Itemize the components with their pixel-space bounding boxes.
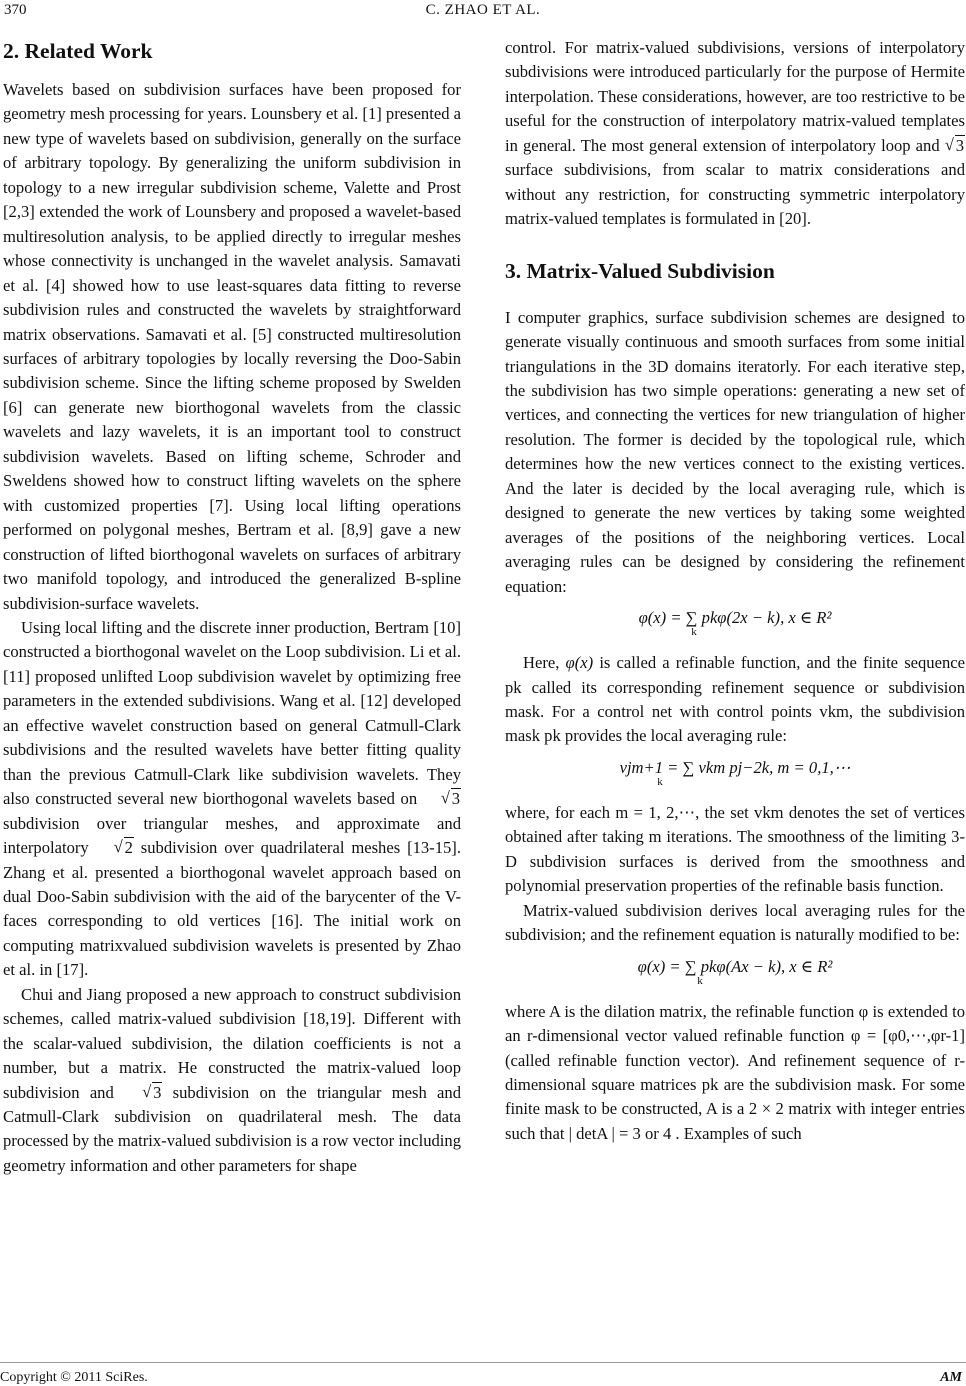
matrix-refinement-equation: φ(x) = ∑ pkφ(Ax − k), x ∈ R² k: [637, 956, 833, 987]
section-2-heading: 2. Related Work: [3, 39, 153, 63]
matrix-subdivision-paragraph-2: Here, φ(x) is called a refinable function, and the finite sequence pk called its corresponding refinement sequence or subdivision mask. For a control net with control points vkm, the subdivision mask pk provides the local averaging rule:: [505, 653, 966, 746]
sqrt3-symbol: √ 3: [124, 1081, 162, 1105]
matrix-subdivision-paragraph-3: where, for each m = 1, 2,⋯, the set vkm denotes the set of vertices obtained after taking m iterations. The smoothness of the limiting 3-D subdivision surfaces is derived from the smoothness and polynomial preservation properties of the refinable basis function.: [505, 802, 965, 896]
copyright-notice: Copyright © 2011 SciRes.: [0, 1370, 148, 1385]
related-work-paragraph-1: Wavelets based on subdivision surfaces have been proposed for geometry mesh processing for years. Lounsbery et al. [1] presented a new type of wavelets based on subdivision, generally on the surface of arbitrary topology. By generalizing the uniform subdivision in topology to a new irregular subdivision scheme, Valette and Prost [2,3] extended the work of Lounsbery and proposed a wavelet-based multiresolution analysis, to be applied directly to irregular meshes whose connectivity is unchanged in the wavelet analysis. Samavati et al. [4] showed how to use least-squares data fitting to reverse subdivision rules and constructed the wavelets by straightforward matrix observations. Samavati et al. [5] constructed multiresolution surfaces of arbitrary topologies by locally reversing the Doo-Sabin subdivision scheme. Since the lifting scheme proposed by Swelden [6] can generate new biorthogonal wavelets from the classic wavelets and lazy wavelets, it is an important tool to construct subdivision wavelets. Based on lifting scheme, Schroder and Sweldens showed how to construct lifting wavelets on the sphere with customized properties [7]. Using local lifting operations performed on polygonal meshes, Bertram et al. [8,9] gave a new construction of lifted biorthogonal wavelets on surfaces of arbitrary two manifold topology, and introduced the generalized B-spline subdivision-surface wavelets.: [3, 80, 462, 613]
continuation-paragraph: control. For matrix-valued subdivisions, versions of interpolatory subdivisions were introduced particularly for the purpose of Hermite interpolation. These considerations, however, are too restrictive to be useful for the construction of interpolatory matrix-valued templates in general. The most general extension of interpolatory loop and √ 3 surface subdivisions, from scalar to matrix considerations and without any restriction, for constructing symmetric interpolatory matrix-valued templates is formulated in [20].: [505, 36, 965, 232]
matrix-subdivision-paragraph-4: Matrix-valued subdivision derives local averaging rules for the subdivision; and the refinement equation is naturally modified to be:: [505, 900, 965, 945]
matrix-subdivision-paragraph-5: where A is the dilation matrix, the refinable function φ is extended to an r-dimensional vector valued refinable function φ = [φ0,⋯,φr-1] (called refinable function vector). And refinement sequence of r-dimensional square matrices pk are the subdivision mask. For some finite mask to be constructed, A is a 2 × 2 matrix with integer entries such that | detA | = 3 or 4 . Examples of such: [505, 1001, 965, 1143]
page-number: 370: [4, 2, 27, 18]
footer-rule: [0, 1362, 966, 1363]
right-column: [505, 36, 965, 1146]
related-work-paragraph-2: Using local lifting and the discrete inner production, Bertram [10] constructed a biorthogonal wavelet on the Loop subdivision. Li et al. [11] proposed unlifted Loop subdivision wavelet by optimizing free parameters in the extended subdivisions. Wang et al. [12] developed an effective wavelet construction based on general Catmull-Clark subdivisions and the resulted wavelets have better fitting quality than the previous Catmull-Clark like subdivision wavelets. They also constructed several new biorthogonal wavelets based on √ 3 subdivision over triangular meshes, and approximate and interpolatory √ 2 subdivision over quadrilateral meshes [13-15]. Zhang et al. presented a biorthogonal wavelet approach based on dual Doo-Sabin subdivision with the aid of the barycenter of the V-faces corresponding to old vertices [16]. The initial work on computing matrixvalued subdivision wavelets is presented by Zhao et al. in [17].: [3, 616, 461, 983]
section-3-heading: 3. Matrix-Valued Subdivision: [505, 258, 775, 283]
averaging-rule-equation: vjm+1 = ∑ vkm pj−2k, m = 0,1,⋯ k: [619, 757, 851, 788]
left-column: [3, 36, 461, 1178]
matrix-subdivision-paragraph-1: I computer graphics, surface subdivision schemes are designed to generate visually continuous and smooth surfaces from some initial triangulations in the 3D domains iteratorly. For each iterative step, the subdivision has two simple operations: generating a new set of vertices, and connecting the vertices for new triangulation of higher resolution. The former is decided by the topological rule, which determines how the new vertices connect to the existing vertices. And the later is decided by the local averaging rule, which is designed to generate the new vertices by taking some weighted averages of the positions of the neighboring vertices. Local averaging rules can be designed by considering the refinement equation:: [505, 307, 965, 596]
running-title: C. ZHAO ET AL.: [425, 2, 541, 18]
related-work-paragraph-3: Chui and Jiang proposed a new approach to construct subdivision schemes, called matrix-valued subdivision [18,19]. Different with the scalar-valued subdivision, the dilation coefficients is not a number, but a matrix. He constructed the matrix-valued loop subdivision and √ 3 subdivision on the triangular mesh and Catmull-Clark subdivision on quadrilateral mesh. The data processed by the matrix-valued subdivision is a row vector including geometry information and other parameters for shape: [3, 983, 461, 1179]
sqrt3-symbol: √ 3: [423, 787, 461, 811]
sqrt2-symbol: √ 2: [96, 836, 134, 860]
refinement-equation: φ(x) = ∑ pkφ(2x − k), x ∈ R² k: [638, 608, 832, 639]
sqrt3-symbol: √ 3: [945, 134, 965, 158]
journal-abbreviation: AM: [940, 1370, 962, 1385]
